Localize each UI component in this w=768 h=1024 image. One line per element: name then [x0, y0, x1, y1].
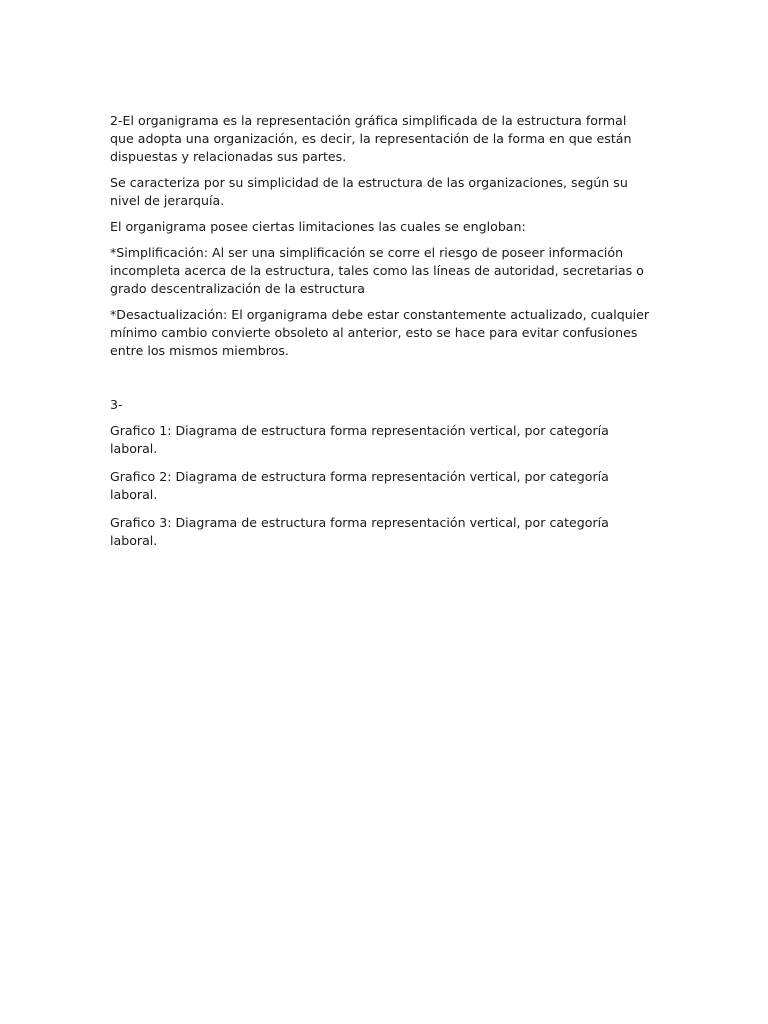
document-body	[110, 112, 650, 560]
grafico-item: Grafico 1: Diagrama de estructura forma representación vertical, por categoría laboral.	[110, 423, 609, 456]
paragraph-organigrama-definition: 2-El organigrama es la representación gráfica simplificada de la estructura formal que adopta una organización, es decir, la representación de la forma en que están dispuestas y relacionadas sus partes.	[110, 113, 632, 164]
grafico-item: Grafico 2: Diagrama de estructura forma representación vertical, por categoría laboral.	[110, 469, 609, 502]
section-spacer	[110, 368, 650, 396]
paragraph-limitations-intro: El organigrama posee ciertas limitaciones las cuales se engloban:	[110, 219, 526, 234]
grafico-item: Grafico 3: Diagrama de estructura forma representación vertical, por categoría laboral.	[110, 515, 609, 548]
paragraph-characteristics: Se caracteriza por su simplicidad de la estructura de las organizaciones, según su nivel de jerarquía.	[110, 175, 628, 208]
paragraph-outdated: *Desactualización: El organigrama debe estar constantemente actualizado, cualquier mínimo cambio convierte obsoleto al anterior, esto se hace para evitar confusiones entre los mismos miembros.	[110, 307, 650, 358]
section-3-heading: 3-	[110, 397, 123, 412]
paragraph-simplification: *Simplificación: Al ser una simplificación se corre el riesgo de poseer información incompleta acerca de la estructura, tales como las líneas de autoridad, secretarias o grado descentralización de la estructura	[110, 245, 644, 296]
